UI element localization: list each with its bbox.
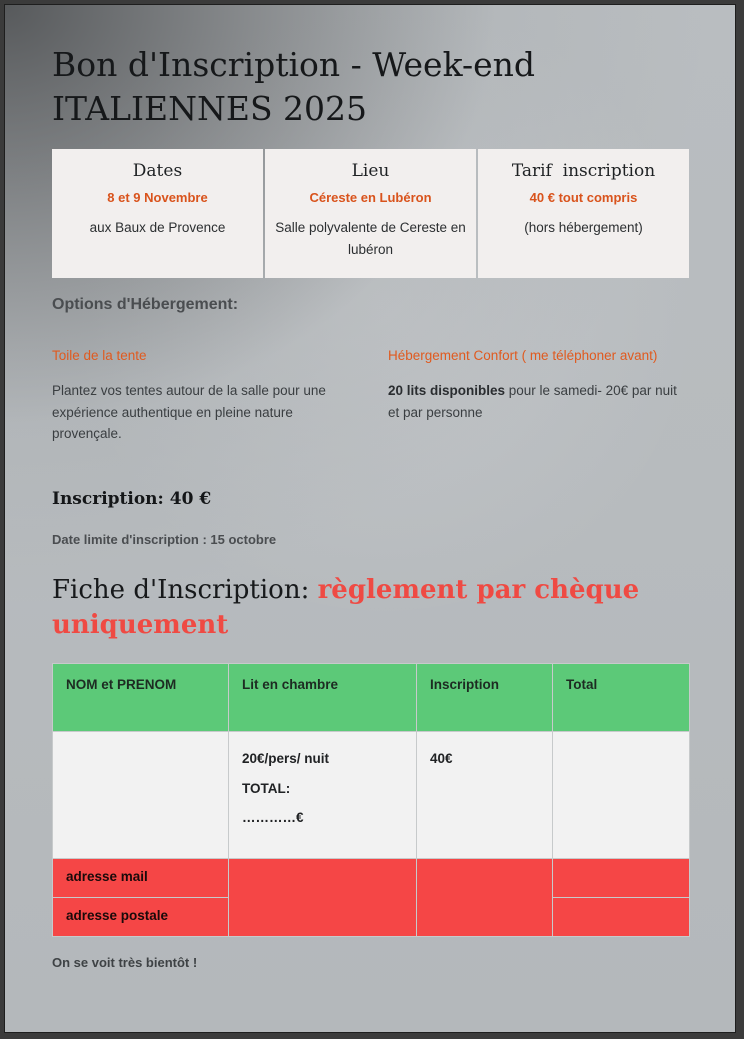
email-label: adresse mail [53,859,229,898]
dates-heading: Dates [132,161,183,181]
bed-total-label: TOTAL: [242,780,291,796]
closing-note: On se voit très bientôt ! [52,955,198,970]
dates-box [52,149,263,278]
bed-price: 20€/pers/ nuit [242,751,330,766]
comfort-option [388,348,683,423]
email-row [53,859,690,898]
tent-option-title: Toile de la tente [52,348,147,363]
inscription-cell: 40€ [417,732,553,859]
form-heading-prefix: Fiche d'Inscription: [52,575,318,605]
total-cell[interactable] [553,732,690,859]
price-note: (hors hébergement) [524,220,643,235]
email-extra-field[interactable] [553,859,690,898]
address-extra-field[interactable] [417,859,553,937]
inscription-price: Inscription: 40 € [52,489,212,509]
table-row [53,732,690,859]
price-value: 40 € tout compris [529,190,638,205]
dates-location: aux Baux de Provence [89,220,226,235]
registration-page [4,4,736,1033]
venue-heading: Lieu [351,161,390,181]
comfort-option-title: Hébergement Confort ( me téléphoner avant) [388,348,658,363]
page-title: Bon d'Inscription - Week-end ITALIENNES 2025 [52,45,536,128]
info-boxes [52,149,689,278]
email-field[interactable] [229,859,417,937]
name-cell[interactable] [53,732,229,859]
header-total: Total [553,664,690,732]
price-box [478,149,689,278]
tent-option [52,348,347,445]
venue-value: Céreste en Lubéron [309,190,432,205]
header-bed: Lit en chambre [229,664,417,732]
bed-cell[interactable] [229,732,417,859]
form-heading [52,573,692,643]
registration-table [52,663,690,937]
header-name: NOM et PRENOM [53,664,229,732]
registration-deadline: Date limite d'inscription : 15 octobre [52,532,277,547]
beds-available: 20 lits disponibles [388,383,506,398]
postal-extra-field[interactable] [553,898,690,937]
venue-box [265,149,476,278]
bed-total-blank: …………€ [242,810,304,825]
price-heading: Tarif inscription [511,161,656,181]
tent-option-text: Plantez vos tentes autour de la salle pour une expérience authentique en pleine nature provençale. [52,383,326,441]
comfort-option-price: pour le samedi- 20€ par nuit et par personne [388,383,677,420]
accommodation-options-title: Options d'Hébergement: [52,296,239,313]
payment-method-note: règlement par chèque uniquement [52,575,640,640]
postal-label: adresse postale [53,898,229,937]
comfort-option-text [388,380,683,423]
table-header-row [53,664,690,732]
header-inscription: Inscription [417,664,553,732]
dates-value: 8 et 9 Novembre [107,190,208,205]
venue-detail: Salle polyvalente de Cereste en lubéron [275,220,466,257]
